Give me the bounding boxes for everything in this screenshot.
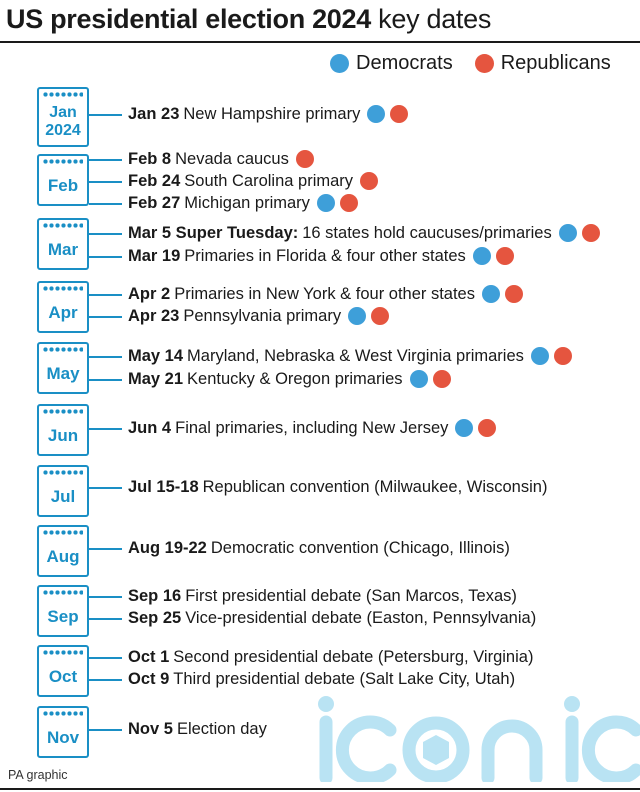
top-divider bbox=[0, 41, 640, 43]
event-connector bbox=[89, 487, 122, 489]
event-date: Jan 23 bbox=[128, 104, 180, 123]
title-bold: US presidential election 2024 bbox=[6, 4, 371, 34]
event-date: Mar 19 bbox=[128, 246, 181, 265]
calendar-icon bbox=[37, 218, 89, 270]
democrats-dot-icon bbox=[531, 347, 549, 365]
legend-republicans bbox=[475, 52, 611, 75]
event-date: Aug 19-22 bbox=[128, 538, 207, 557]
event-date: May 21 bbox=[128, 369, 184, 388]
republicans-dot-icon bbox=[360, 172, 378, 190]
event-description: New Hampshire primary bbox=[183, 104, 361, 123]
event-description: Second presidential debate (Petersburg, Virginia) bbox=[173, 647, 534, 666]
event-connector bbox=[89, 181, 122, 183]
republicans-dot-icon bbox=[554, 347, 572, 365]
footer-credit: PA graphic bbox=[8, 768, 68, 782]
month-label: Jan 2024 bbox=[45, 104, 81, 139]
calendar-rings-icon bbox=[43, 650, 83, 655]
calendar-rings-icon bbox=[43, 159, 83, 164]
calendar-rings-icon bbox=[43, 92, 83, 97]
republicans-dot-icon bbox=[296, 150, 314, 168]
event-row bbox=[128, 646, 533, 668]
month-label: Nov bbox=[46, 727, 80, 747]
legend-democrats-label: Democrats bbox=[356, 52, 453, 74]
event-row bbox=[128, 222, 600, 244]
event-row bbox=[128, 192, 358, 214]
event-row bbox=[128, 103, 408, 125]
republicans-dot-icon bbox=[390, 105, 408, 123]
event-date: Mar 5 Super Tuesday: bbox=[128, 223, 299, 242]
event-description: Maryland, Nebraska & West Virginia primaries bbox=[187, 346, 524, 365]
republicans-dot-icon bbox=[340, 194, 358, 212]
event-description: Democratic convention (Chicago, Illinois) bbox=[210, 538, 510, 557]
calendar-icon bbox=[37, 404, 89, 456]
page-title bbox=[6, 4, 491, 35]
event-description: Michigan primary bbox=[184, 193, 310, 212]
calendar-icon bbox=[37, 342, 89, 394]
event-date: Jul 15-18 bbox=[128, 477, 199, 496]
month-label: Sep bbox=[47, 606, 79, 626]
calendar-icon bbox=[37, 706, 89, 758]
month-label: Mar bbox=[47, 239, 79, 259]
calendar-rings-icon bbox=[43, 711, 83, 716]
title-rest: key dates bbox=[370, 4, 492, 34]
event-row bbox=[128, 245, 514, 267]
event-connector bbox=[89, 548, 122, 550]
event-connector bbox=[89, 657, 122, 659]
event-connector bbox=[89, 356, 122, 358]
event-date: Feb 27 bbox=[128, 193, 181, 212]
event-description: Election day bbox=[176, 719, 267, 738]
event-date: Jun 4 bbox=[128, 418, 172, 437]
event-date: May 14 bbox=[128, 346, 184, 365]
calendar-rings-icon bbox=[43, 347, 83, 352]
event-connector bbox=[89, 233, 122, 235]
republicans-dot-icon bbox=[496, 247, 514, 265]
calendar-icon bbox=[37, 585, 89, 637]
event-connector bbox=[89, 379, 122, 381]
democrats-dot-icon bbox=[410, 370, 428, 388]
event-connector bbox=[89, 428, 122, 430]
event-connector bbox=[89, 114, 122, 116]
event-row bbox=[128, 305, 389, 327]
calendar-rings-icon bbox=[43, 223, 83, 228]
calendar-rings-icon bbox=[43, 470, 83, 475]
republicans-dot-icon bbox=[582, 224, 600, 242]
republicans-dot-icon bbox=[433, 370, 451, 388]
republicans-dot-icon bbox=[475, 54, 494, 73]
democrats-dot-icon bbox=[348, 307, 366, 325]
event-date: Apr 23 bbox=[128, 306, 180, 325]
democrats-dot-icon bbox=[367, 105, 385, 123]
event-connector bbox=[89, 159, 122, 161]
event-description: Final primaries, including New Jersey bbox=[175, 418, 449, 437]
event-connector bbox=[89, 316, 122, 318]
event-row bbox=[128, 718, 267, 740]
event-date: Nov 5 bbox=[128, 719, 173, 738]
event-row bbox=[128, 148, 314, 170]
watermark-logo-icon bbox=[318, 696, 636, 778]
calendar-icon bbox=[37, 87, 89, 147]
iconic-watermark bbox=[318, 690, 640, 782]
event-row bbox=[128, 585, 517, 607]
month-label: Feb bbox=[47, 175, 79, 195]
legend-democrats bbox=[330, 52, 453, 75]
event-date: Oct 9 bbox=[128, 669, 170, 688]
event-date: Apr 2 bbox=[128, 284, 171, 303]
calendar-icon bbox=[37, 645, 89, 697]
event-row bbox=[128, 417, 496, 439]
republicans-dot-icon bbox=[478, 419, 496, 437]
month-label: Jun bbox=[47, 425, 79, 445]
month-label: Aug bbox=[46, 546, 80, 566]
event-description: Primaries in New York & four other states bbox=[174, 284, 475, 303]
calendar-icon bbox=[37, 281, 89, 333]
event-row bbox=[128, 668, 515, 690]
event-description: First presidential debate (San Marcos, Texas) bbox=[185, 586, 517, 605]
event-connector bbox=[89, 203, 122, 205]
event-description: South Carolina primary bbox=[184, 171, 354, 190]
event-connector bbox=[89, 294, 122, 296]
calendar-rings-icon bbox=[43, 530, 83, 535]
event-description: Kentucky & Oregon primaries bbox=[187, 369, 403, 388]
calendar-rings-icon bbox=[43, 409, 83, 414]
month-label: Apr bbox=[48, 302, 78, 322]
event-date: Sep 16 bbox=[128, 586, 182, 605]
legend bbox=[330, 52, 611, 75]
event-connector bbox=[89, 618, 122, 620]
month-label: Jul bbox=[50, 486, 76, 506]
event-description: Vice-presidential debate (Easton, Pennsylvania) bbox=[185, 608, 537, 627]
legend-republicans-label: Republicans bbox=[500, 52, 611, 74]
event-date: Sep 25 bbox=[128, 608, 182, 627]
republicans-dot-icon bbox=[505, 285, 523, 303]
event-connector bbox=[89, 596, 122, 598]
democrats-dot-icon bbox=[330, 54, 349, 73]
event-connector bbox=[89, 729, 122, 731]
event-connector bbox=[89, 679, 122, 681]
event-row bbox=[128, 368, 451, 390]
event-description: 16 states hold caucuses/primaries bbox=[302, 223, 552, 242]
event-row bbox=[128, 607, 536, 629]
event-description: Pennsylvania primary bbox=[183, 306, 342, 325]
event-description: Third presidential debate (Salt Lake City, Utah) bbox=[173, 669, 516, 688]
event-row bbox=[128, 283, 523, 305]
calendar-icon bbox=[37, 154, 89, 206]
event-date: Feb 8 bbox=[128, 149, 172, 168]
calendar-rings-icon bbox=[43, 590, 83, 595]
democrats-dot-icon bbox=[317, 194, 335, 212]
democrats-dot-icon bbox=[482, 285, 500, 303]
democrats-dot-icon bbox=[455, 419, 473, 437]
calendar-rings-icon bbox=[43, 286, 83, 291]
event-row bbox=[128, 537, 510, 559]
event-description: Primaries in Florida & four other states bbox=[184, 246, 466, 265]
democrats-dot-icon bbox=[559, 224, 577, 242]
event-row bbox=[128, 476, 547, 498]
month-label: Oct bbox=[48, 666, 78, 686]
event-date: Oct 1 bbox=[128, 647, 170, 666]
month-label: May bbox=[46, 363, 80, 383]
democrats-dot-icon bbox=[473, 247, 491, 265]
event-row bbox=[128, 170, 378, 192]
event-connector bbox=[89, 256, 122, 258]
event-row bbox=[128, 345, 572, 367]
republicans-dot-icon bbox=[371, 307, 389, 325]
event-description: Republican convention (Milwaukee, Wisconsin) bbox=[202, 477, 548, 496]
calendar-icon bbox=[37, 525, 89, 577]
calendar-icon bbox=[37, 465, 89, 517]
event-date: Feb 24 bbox=[128, 171, 181, 190]
bottom-divider bbox=[0, 788, 640, 790]
event-description: Nevada caucus bbox=[175, 149, 289, 168]
